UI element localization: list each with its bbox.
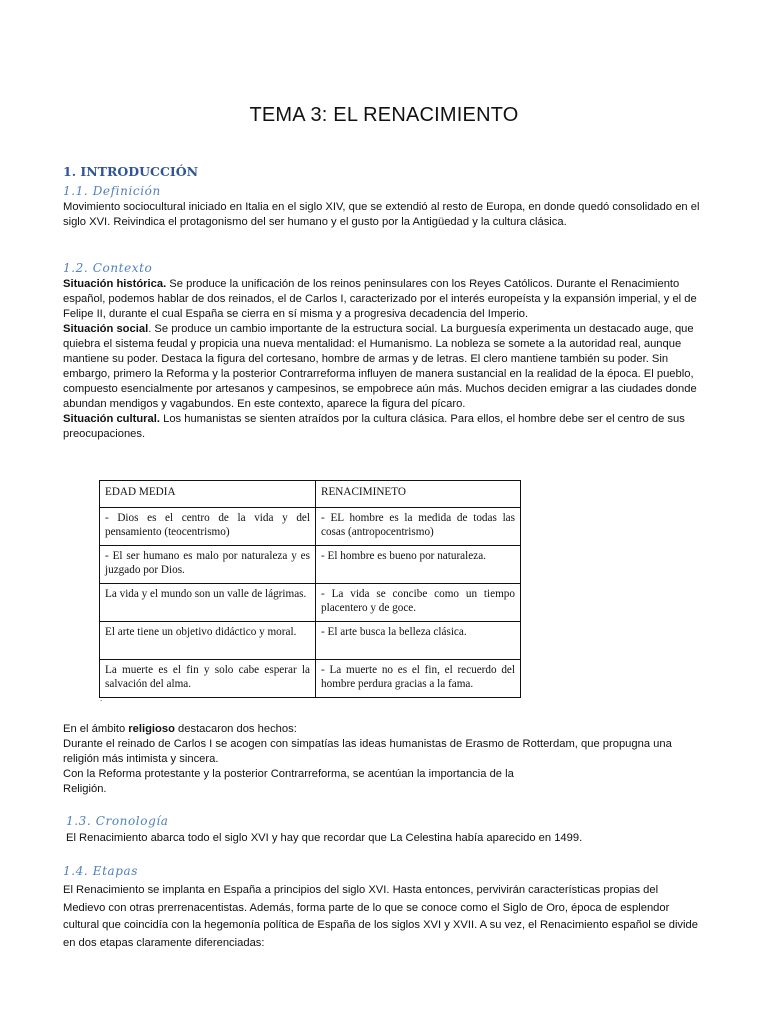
table-cell: - La muerte no es el fin, el recuerdo del hombre perdura gracias a la fama. [316, 660, 521, 698]
table-cell: - El hombre es bueno por naturaleza. [316, 546, 521, 584]
paragraph-contexto [63, 277, 703, 442]
footnote-mark: . [100, 694, 103, 703]
religioso-label: religioso [128, 723, 175, 735]
table-header-edad-media: EDAD MEDIA [100, 481, 316, 508]
paragraph-cronologia [66, 831, 706, 846]
table-header-renacimiento: RENACIMINETO [316, 481, 521, 508]
situacion-historica [63, 277, 703, 322]
table-row [100, 622, 521, 660]
table-cell: La muerte es el fin y solo cabe esperar la salvación del alma. [100, 660, 316, 698]
table-row [100, 546, 521, 584]
religioso-line-2: Con la Reforma protestante y la posterior Contrarreforma, se acentúan la importancia de la [63, 768, 514, 780]
religioso-intro [63, 722, 703, 737]
definicion-text: Movimiento sociocultural iniciado en Italia en el siglo XIV, que se extendió al resto de Europa, en donde quedó consolidado en el siglo XVI. Reivindica el protagonismo del ser humano y el gusto por la Antigüedad y la cultura clásica. [63, 201, 700, 228]
paragraph-religioso [63, 722, 703, 797]
table-row [100, 584, 521, 622]
religioso-intro-post: destacaron dos hechos: [174, 723, 297, 735]
table-cell: La vida y el mundo son un valle de lágrimas. [100, 584, 316, 622]
table-row [100, 660, 521, 698]
situacion-cultural-label: Situación cultural. [63, 413, 160, 425]
table-cell: - EL hombre es la medida de todas las cosas (antropocentrismo) [316, 508, 521, 546]
table-cell: - Dios es el centro de la vida y del pensamiento (teocentrismo) [100, 508, 316, 546]
comparison-table [99, 480, 521, 698]
paragraph-definicion [63, 200, 703, 230]
situacion-historica-label: Situación histórica. [63, 278, 167, 290]
cronologia-text: El Renacimiento abarca todo el siglo XVI y hay que recordar que La Celestina había aparecido en 1499. [66, 832, 583, 844]
subheading-definicion: 1.1. Definición [63, 184, 161, 198]
situacion-historica-text: Se produce la unificación de los reinos peninsulares con los Reyes Católicos. Durante el Renacimiento español, podemos hablar de dos reinados, el de Carlos I, caracterizado por el interés europeísta y la expansión imperial, y el de Felipe II, durante el cual España se cierra en sí misma y a progresiva decadencia del Imperio. [63, 278, 697, 320]
table-cell: - La vida se concibe como un tiempo placentero y de goce. [316, 584, 521, 622]
situacion-social-label: Situación social [63, 323, 149, 335]
situacion-social-text: . Se produce un cambio importante de la estructura social. La burguesía experimenta un destacado auge, que quiebra el sistema feudal y propicia una nueva mentalidad: el Humanismo. La nobleza se somete a la autoridad real, aunque mantiene su poder. Destaca la figura del cortesano, hombre de armas y de letras. El clero mantiene también su poder. Sin embargo, primero la Reforma y la posterior Contrarreforma influyen de manera sustancial en la realidad de la época. El pueblo, compuesto esencialmente por artesanos y campesinos, se empobrece aún más. Muchos deciden emigrar a las ciudades donde abundan mendigos y vagabundos. En este contexto, aparece la figura del pícaro. [63, 323, 697, 410]
religioso-line-1: Durante el reinado de Carlos I se acogen con simpatías las ideas humanistas de Erasmo de Rotterdam, que propugna una religión más intimista y sincera. [63, 738, 672, 765]
subheading-contexto: 1.2. Contexto [63, 261, 153, 275]
subheading-etapas: 1.4. Etapas [63, 864, 139, 878]
paragraph-etapas [63, 882, 703, 952]
table-cell: El arte tiene un objetivo didáctico y moral. [100, 622, 316, 660]
religioso-intro-pre: En el ámbito [63, 723, 129, 735]
situacion-cultural-text: Los humanistas se sienten atraídos por la cultura clásica. Para ellos, el hombre debe ser el centro de sus preocupaciones. [63, 413, 685, 440]
table-cell: - El arte busca la belleza clásica. [316, 622, 521, 660]
table-cell: - El ser humano es malo por naturaleza y es juzgado por Dios. [100, 546, 316, 584]
section-heading-introduccion: 1. INTRODUCCIÓN [63, 164, 199, 179]
subheading-cronologia: 1.3. Cronología [66, 814, 169, 828]
religioso-line-3: Religión. [63, 783, 107, 795]
situacion-social [63, 322, 703, 412]
table-row [100, 508, 521, 546]
etapas-text: El Renacimiento se implanta en España a principios del siglo XVI. Hasta entonces, pervivirán características propias del Medievo con otras prerrenacentistas. Además, forma parte de lo que se conoce como el Siglo de Oro, época de esplendor cultural que coincidía con la hegemonía política de España de los siglos XVI y XVII. A su vez, el Renacimiento español se divide en dos etapas claramente diferenciadas: [63, 884, 698, 949]
page-title: TEMA 3: EL RENACIMIENTO [249, 104, 519, 126]
table-header-row [100, 481, 521, 508]
situacion-cultural [63, 412, 703, 442]
